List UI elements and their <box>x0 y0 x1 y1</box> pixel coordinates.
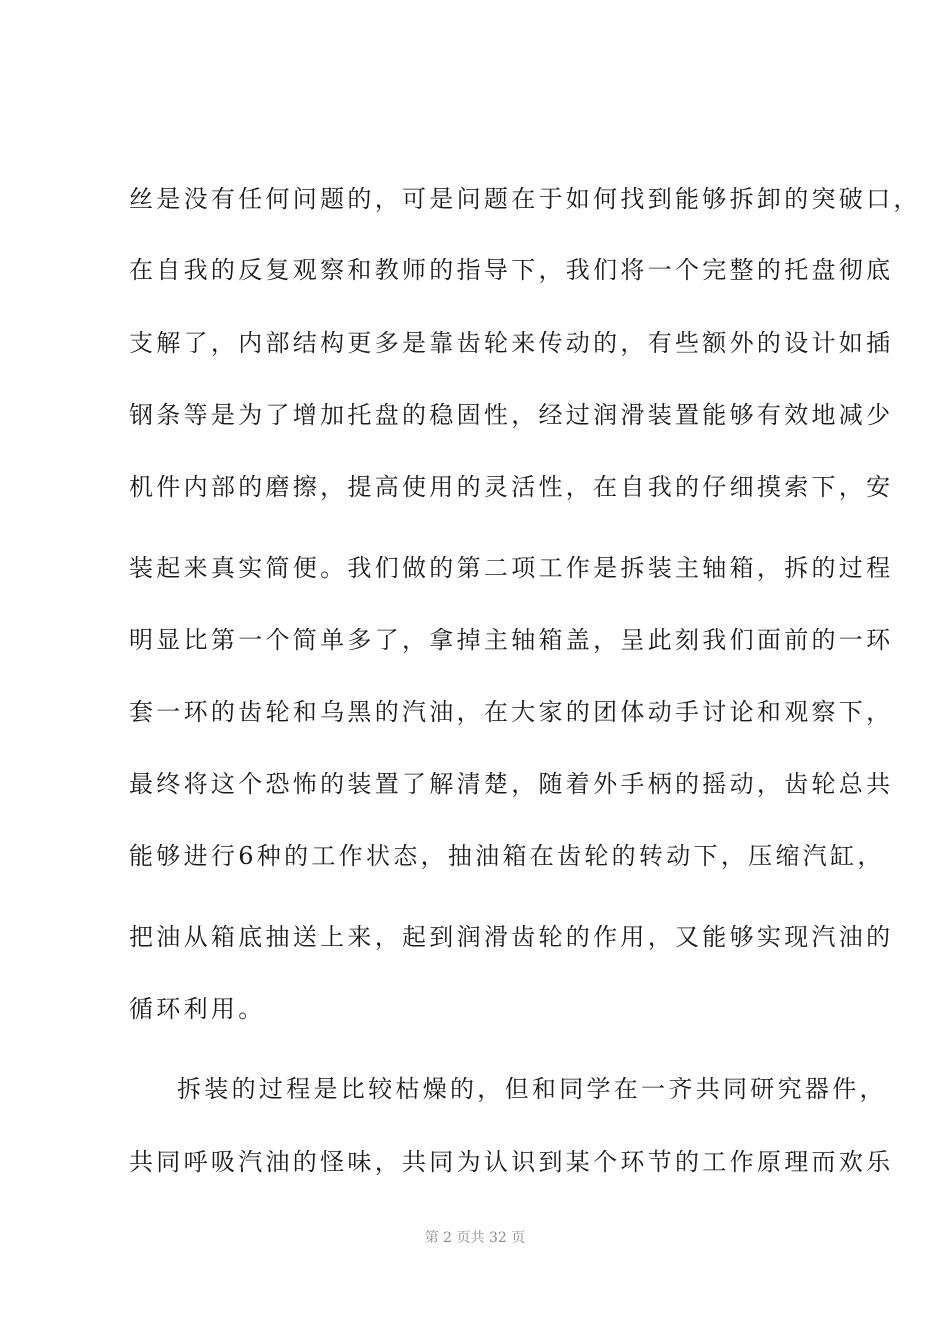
text-line-12: 循环利用。 <box>129 995 266 1023</box>
text-line-1: 丝是没有任何问题的，可是问题在于如何找到能够拆卸的突破口， <box>129 185 921 213</box>
text-line-14: 共同呼吸汽油的怪味，共同为认识到某个环节的工作原理而欢乐 <box>129 1148 894 1176</box>
text-line-10: 能够进行6种的工作状态，抽油箱在齿轮的转动下，压缩汽缸， <box>129 842 885 870</box>
text-line-7: 明显比第一个简单多了，拿掉主轴箱盖，呈此刻我们面前的一环 <box>129 626 894 654</box>
text-line-2: 在自我的反复观察和教师的指导下，我们将一个完整的托盘彻底 <box>129 256 894 284</box>
text-line-11: 把油从箱底抽送上来，起到润滑齿轮的作用，又能够实现汽油的 <box>129 923 894 951</box>
text-line-3: 支解了，内部结构更多是靠齿轮来传动的，有些额外的设计如插 <box>129 329 894 357</box>
text-line-4: 钢条等是为了增加托盘的稳固性，经过润滑装置能够有效地减少 <box>129 401 894 429</box>
paragraph-start-line: 拆装的过程是比较枯燥的，但和同学在一齐共同研究器件， <box>177 1075 887 1103</box>
page-number-footer: 第 2 页共 32 页 <box>424 1230 526 1246</box>
text-line-8: 套一环的齿轮和乌黑的汽油，在大家的团体动手讨论和观察下， <box>129 698 894 726</box>
text-line-6: 装起来真实简便。我们做的第二项工作是拆装主轴箱，拆的过程 <box>129 554 894 582</box>
text-line-5: 机件内部的磨擦，提高使用的灵活性，在自我的仔细摸索下，安 <box>129 473 894 501</box>
text-line-9: 最终将这个恐怖的装置了解清楚，随着外手柄的摇动，齿轮总共 <box>129 770 894 798</box>
